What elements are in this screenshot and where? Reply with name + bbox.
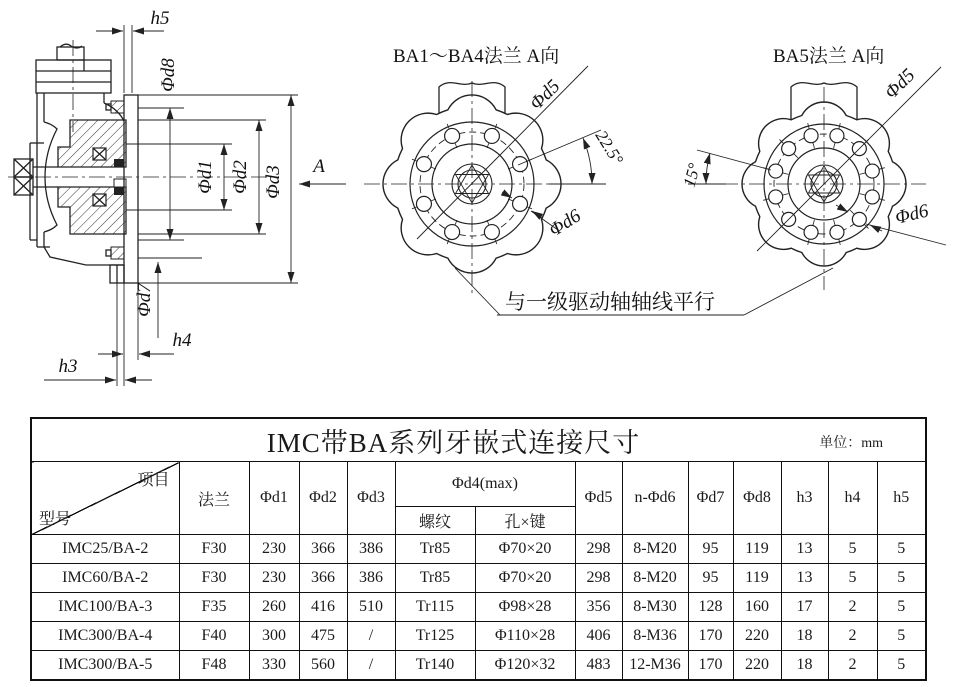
dim-label-phi-d2: Φd2 — [230, 160, 251, 194]
value-cell: 8-M36 — [622, 622, 688, 651]
value-cell: 416 — [299, 593, 347, 622]
value-cell: 5 — [877, 593, 926, 622]
dim-label-phi-d1: Φd1 — [195, 160, 216, 194]
value-cell: 220 — [733, 622, 781, 651]
value-cell: F35 — [179, 593, 249, 622]
value-cell: 386 — [347, 564, 395, 593]
value-cell: 483 — [575, 651, 622, 681]
dim-label-phi-d6-b: Φd6 — [893, 200, 931, 229]
value-cell: 560 — [299, 651, 347, 681]
value-cell: 13 — [781, 564, 828, 593]
value-cell: 230 — [249, 535, 299, 564]
col-header-h4: h4 — [828, 462, 877, 535]
dim-label-phi-d7: Φd7 — [134, 283, 155, 317]
table-title: IMC带BA系列牙嵌式连接尺寸 — [266, 427, 641, 458]
dim-label-phi-d5-a: Φd5 — [525, 75, 565, 115]
value-cell: Φ70×20 — [475, 535, 575, 564]
col-header-phi-d2: Φd2 — [299, 462, 347, 535]
flange-ba5-title: BA5法兰 A向 — [773, 46, 885, 67]
value-cell: Tr85 — [395, 564, 475, 593]
value-cell: 95 — [688, 564, 733, 593]
dim-label-phi-d5-b: Φd5 — [880, 64, 920, 104]
value-cell: / — [347, 651, 395, 681]
value-cell: 510 — [347, 593, 395, 622]
value-cell: Φ70×20 — [475, 564, 575, 593]
value-cell: 95 — [688, 535, 733, 564]
value-cell: 5 — [877, 564, 926, 593]
col-header-phi-d7: Φd7 — [688, 462, 733, 535]
dim-label-phi-d8: Φd8 — [158, 58, 179, 92]
dim-label-h5: h5 — [150, 8, 170, 29]
value-cell: 5 — [877, 535, 926, 564]
value-cell: 366 — [299, 564, 347, 593]
value-cell: 260 — [249, 593, 299, 622]
value-cell: Φ110×28 — [475, 622, 575, 651]
view-direction-label: A — [313, 156, 325, 177]
table-row — [31, 593, 926, 622]
value-cell: 300 — [249, 622, 299, 651]
value-cell: 230 — [249, 564, 299, 593]
value-cell: 475 — [299, 622, 347, 651]
col-header-phi-d4: Φd4(max) — [395, 462, 575, 507]
axis-annotation-text: 与一级驱动轴轴线平行 — [505, 290, 715, 314]
value-cell: 330 — [249, 651, 299, 681]
value-cell: 119 — [733, 564, 781, 593]
value-cell: 5 — [828, 535, 877, 564]
subcol-header-hole-key: 孔×键 — [475, 507, 575, 535]
value-cell: Tr115 — [395, 593, 475, 622]
value-cell: 386 — [347, 535, 395, 564]
value-cell: 366 — [299, 535, 347, 564]
value-cell: 12-M36 — [622, 651, 688, 681]
value-cell: Φ120×32 — [475, 651, 575, 681]
model-cell: IMC60/BA-2 — [31, 564, 179, 593]
table-row — [31, 535, 926, 564]
value-cell: 8-M20 — [622, 535, 688, 564]
model-cell: IMC300/BA-5 — [31, 651, 179, 681]
value-cell: 170 — [688, 651, 733, 681]
value-cell: 298 — [575, 564, 622, 593]
value-cell: 2 — [828, 651, 877, 681]
dim-label-h3: h3 — [58, 356, 78, 377]
value-cell: 13 — [781, 535, 828, 564]
value-cell: / — [347, 622, 395, 651]
col-header-phi-d5: Φd5 — [575, 462, 622, 535]
value-cell: 18 — [781, 622, 828, 651]
dim-label-phi-d3: Φd3 — [263, 165, 284, 199]
value-cell: 160 — [733, 593, 781, 622]
corner-label-item: 项目 — [137, 472, 170, 489]
col-header-phi-d1: Φd1 — [249, 462, 299, 535]
value-cell: 220 — [733, 651, 781, 681]
table-header-row — [31, 462, 926, 507]
value-cell: 18 — [781, 651, 828, 681]
value-cell: F48 — [179, 651, 249, 681]
value-cell: Tr140 — [395, 651, 475, 681]
dimension-table-body — [31, 535, 926, 681]
subcol-header-thread: 螺纹 — [395, 507, 475, 535]
col-header-flange: 法兰 — [179, 462, 249, 535]
dim-label-h4: h4 — [172, 330, 192, 351]
value-cell: F30 — [179, 564, 249, 593]
corner-label-model: 型号 — [39, 511, 72, 528]
table-row — [31, 651, 926, 681]
table-row — [31, 622, 926, 651]
value-cell: 5 — [877, 622, 926, 651]
value-cell: 8-M30 — [622, 593, 688, 622]
value-cell: 406 — [575, 622, 622, 651]
flange-ba1-ba4-title: BA1～BA4法兰 A向 — [393, 46, 560, 67]
corner-header-cell — [31, 462, 179, 535]
value-cell: 119 — [733, 535, 781, 564]
model-cell: IMC300/BA-4 — [31, 622, 179, 651]
value-cell: Tr85 — [395, 535, 475, 564]
value-cell: 298 — [575, 535, 622, 564]
value-cell: Tr125 — [395, 622, 475, 651]
col-header-h3: h3 — [781, 462, 828, 535]
value-cell: 17 — [781, 593, 828, 622]
axis-annotation — [497, 290, 744, 315]
value-cell: 170 — [688, 622, 733, 651]
col-header-phi-d8: Φd8 — [733, 462, 781, 535]
dim-label-phi-d6-a: Φd6 — [545, 205, 585, 242]
dim-label-angle-22-5: 22.5° — [591, 127, 628, 169]
flange-ba1-ba4-view — [364, 81, 580, 296]
col-header-h5: h5 — [877, 462, 926, 535]
value-cell: 2 — [828, 593, 877, 622]
value-cell: 128 — [688, 593, 733, 622]
value-cell: F40 — [179, 622, 249, 651]
value-cell: F30 — [179, 535, 249, 564]
col-header-n-phi-d6: n-Φd6 — [622, 462, 688, 535]
dimension-table — [30, 417, 927, 681]
flange-ba5-view — [722, 83, 926, 290]
value-cell: 5 — [877, 651, 926, 681]
col-header-phi-d3: Φd3 — [347, 462, 395, 535]
table-title-row — [31, 418, 926, 462]
value-cell: 5 — [828, 564, 877, 593]
value-cell: 8-M20 — [622, 564, 688, 593]
model-cell: IMC25/BA-2 — [31, 535, 179, 564]
model-cell: IMC100/BA-3 — [31, 593, 179, 622]
dim-label-angle-15: 15° — [679, 161, 705, 190]
table-row — [31, 564, 926, 593]
value-cell: 2 — [828, 622, 877, 651]
unit-label: 单位：mm — [819, 436, 884, 451]
value-cell: 356 — [575, 593, 622, 622]
value-cell: Φ98×28 — [475, 593, 575, 622]
